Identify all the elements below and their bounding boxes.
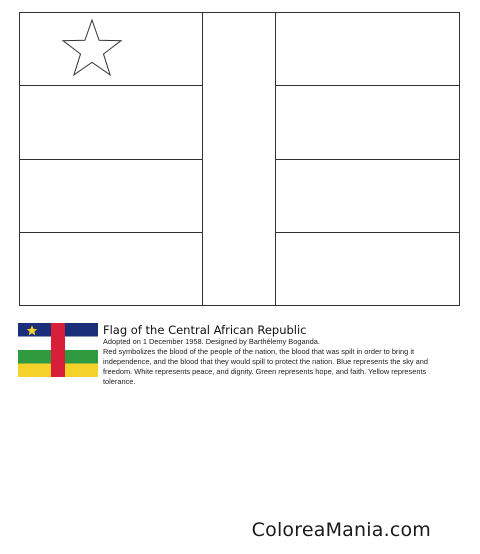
flag-title: Flag of the Central African Republic xyxy=(103,323,307,337)
flag-text xyxy=(103,323,455,387)
band-red xyxy=(51,323,65,377)
colored-flag-thumbnail xyxy=(18,323,98,377)
outline-vertical-band xyxy=(203,13,276,306)
flag-meaning: Red symbolizes the blood of the people of the nation, the blood that was spilt in order to bring it independence, and the blood that they would spill to protect the nation. Blue represents the sky and freedom. White represents peace, and dignity. Green represents hope, and faith. Yellow represents tolerance. xyxy=(103,347,428,386)
site-brand[interactable]: ColoreaMania.com xyxy=(251,519,431,541)
flag-adopted: Adopted on 1 December 1958. Designed by Barthélemy Boganda. xyxy=(103,337,320,346)
